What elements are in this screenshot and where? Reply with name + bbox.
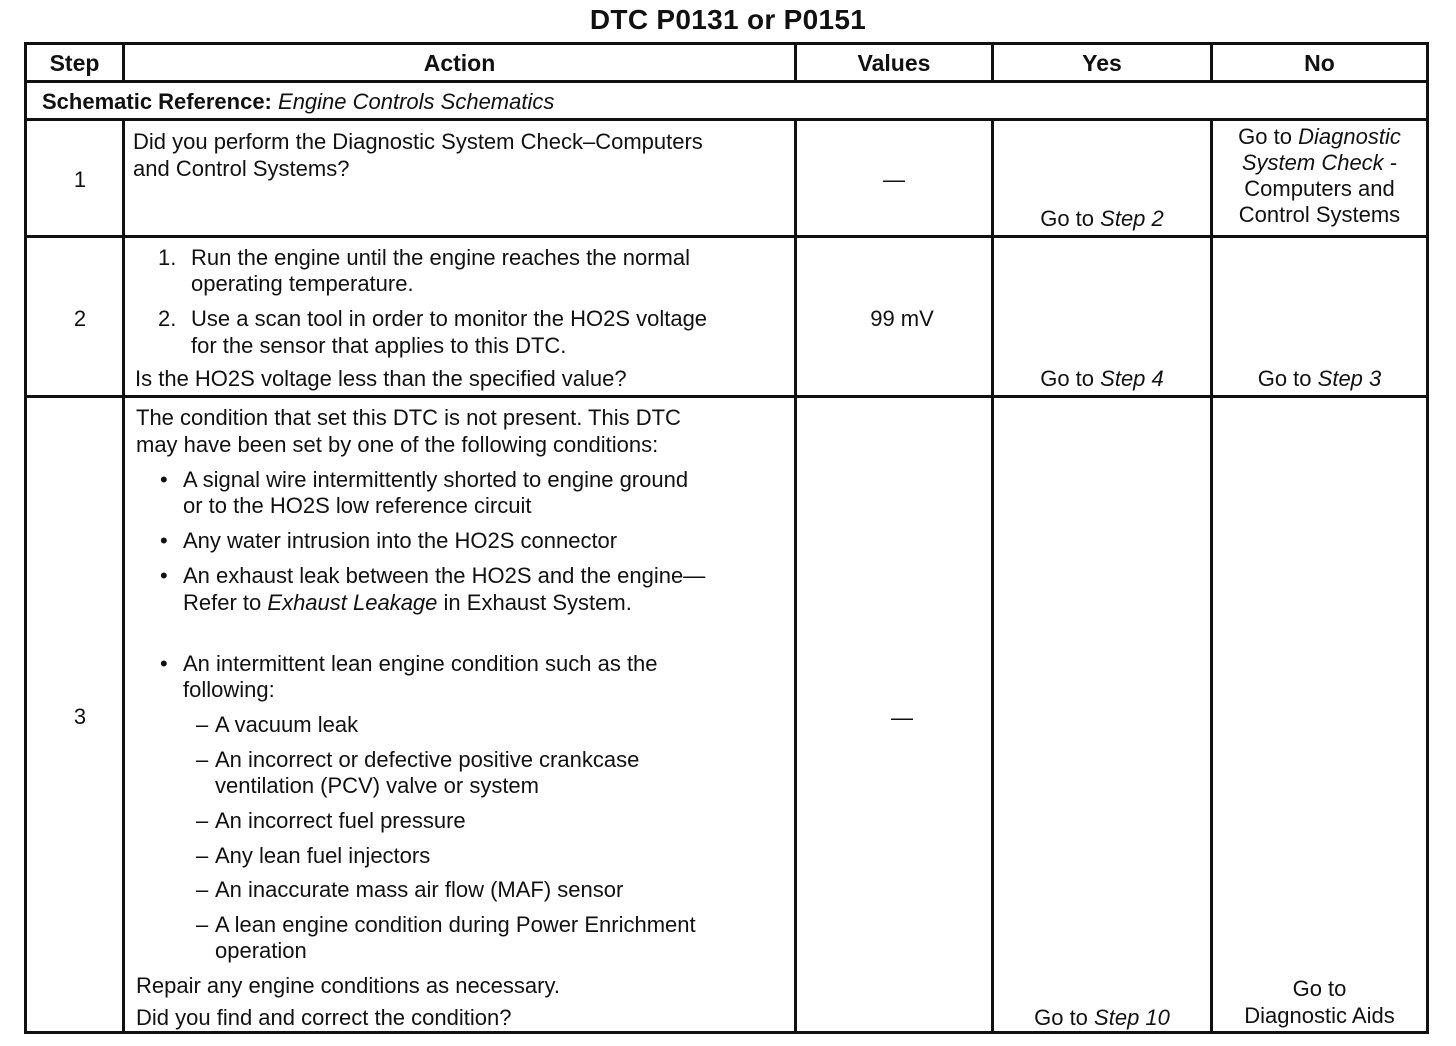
dash-icon: – [196, 747, 209, 772]
step-number: 3 [73, 704, 87, 729]
dash-icon: – [196, 712, 209, 737]
step1-no-line: Control Systems [1238, 202, 1401, 227]
step2-item-line: operating temperature. [191, 271, 414, 296]
step3-yes-link[interactable]: Step 10 [1094, 1005, 1170, 1030]
step1-value: — [883, 167, 905, 192]
step3-yes [994, 1004, 1210, 1031]
bullet-line: An exhaust leak between the HO2S and the engine— [183, 563, 706, 588]
bullet-line: Any water intrusion into the HO2S connector [183, 528, 618, 553]
step3-question: Did you find and correct the condition? [136, 1005, 512, 1030]
step2-no-link[interactable]: Step 3 [1317, 366, 1382, 391]
sub-item: A lean engine condition during Power Enrichment [215, 912, 696, 937]
no-suffix: - [1389, 150, 1398, 175]
list-number: 1. [158, 245, 177, 270]
step2-yes [994, 365, 1210, 392]
dash-icon: – [196, 843, 209, 868]
header-step: Step [49, 50, 100, 76]
header-no: No [1304, 50, 1335, 76]
bullet-icon: • [160, 528, 168, 553]
dash-icon: – [196, 808, 209, 833]
header-action: Action [423, 50, 496, 76]
step1-action-line: and Control Systems? [133, 156, 350, 181]
yes-prefix: Go to [1034, 1005, 1088, 1030]
step3-value: — [891, 705, 913, 730]
bullet-line: A signal wire intermittently shorted to engine ground [183, 467, 689, 492]
step1-action-line: Did you perform the Diagnostic System Check–Computers [133, 129, 703, 154]
sub-item: An inaccurate mass air flow (MAF) sensor [215, 877, 624, 902]
step3-repair: Repair any engine conditions as necessary. [136, 973, 560, 998]
step1-no-line: Computers and [1244, 176, 1395, 201]
header-yes: Yes [1082, 50, 1122, 76]
bullet-icon: • [160, 651, 168, 676]
page-title: DTC P0131 or P0151 [589, 4, 867, 35]
schematic-label: Schematic Reference: [42, 89, 272, 114]
step2-value: 99 mV [870, 306, 934, 331]
sub-item: An incorrect or defective positive crankcase [215, 747, 640, 772]
bullet-line: An intermittent lean engine condition such as the [183, 651, 658, 676]
step-number: 2 [73, 306, 87, 331]
bullet-icon: • [160, 467, 168, 492]
bullet-line [183, 589, 632, 616]
no-prefix: Go to [1257, 366, 1312, 391]
step-number: 1 [73, 167, 87, 192]
step1-yes-link[interactable]: Step 2 [1100, 206, 1164, 231]
diagnostic-aids-link[interactable]: Diagnostic Aids [1244, 1003, 1395, 1028]
step1-no-link[interactable]: Diagnostic [1298, 124, 1401, 149]
schematic-link[interactable]: Engine Controls Schematics [278, 89, 555, 114]
bullet-icon: • [160, 563, 168, 588]
yes-prefix: Go to [1040, 366, 1095, 391]
step2-yes-link[interactable]: Step 4 [1100, 366, 1164, 391]
dash-icon: – [196, 912, 209, 937]
step2-item-line: for the sensor that applies to this DTC. [191, 333, 567, 358]
yes-prefix: Go to [1040, 206, 1095, 231]
schematic-reference [42, 88, 554, 115]
exhaust-leakage-link[interactable]: Exhaust Leakage [267, 590, 438, 615]
sub-item: An incorrect fuel pressure [215, 808, 466, 833]
no-prefix: Go to [1238, 124, 1292, 149]
bullet-line: following: [183, 677, 275, 702]
step3-intro-line: may have been set by one of the following conditions: [136, 432, 659, 457]
sub-item: ventilation (PCV) valve or system [215, 773, 539, 798]
bullet-line: or to the HO2S low reference circuit [183, 493, 532, 518]
step2-no [1213, 365, 1426, 392]
step3-no-line: Go to [1292, 976, 1347, 1001]
bullet-suffix: in Exhaust System. [443, 590, 632, 615]
list-number: 2. [158, 306, 177, 331]
step2-item-line: Run the engine until the engine reaches the normal [191, 245, 691, 270]
dash-icon: – [196, 877, 209, 902]
sub-item: Any lean fuel injectors [215, 843, 431, 868]
step3-intro-line: The condition that set this DTC is not present. This DTC [136, 405, 681, 430]
step2-question: Is the HO2S voltage less than the specified value? [135, 366, 627, 391]
header-values: Values [857, 50, 931, 76]
step2-item-line: Use a scan tool in order to monitor the HO2S voltage [191, 306, 708, 331]
bullet-prefix: Refer to [183, 590, 262, 615]
step1-no [1213, 124, 1426, 228]
step3-no [1213, 975, 1426, 1029]
sub-item: A vacuum leak [215, 712, 359, 737]
step1-yes [994, 205, 1210, 232]
step1-no-link[interactable]: System Check [1241, 150, 1384, 175]
sub-item: operation [215, 938, 307, 963]
